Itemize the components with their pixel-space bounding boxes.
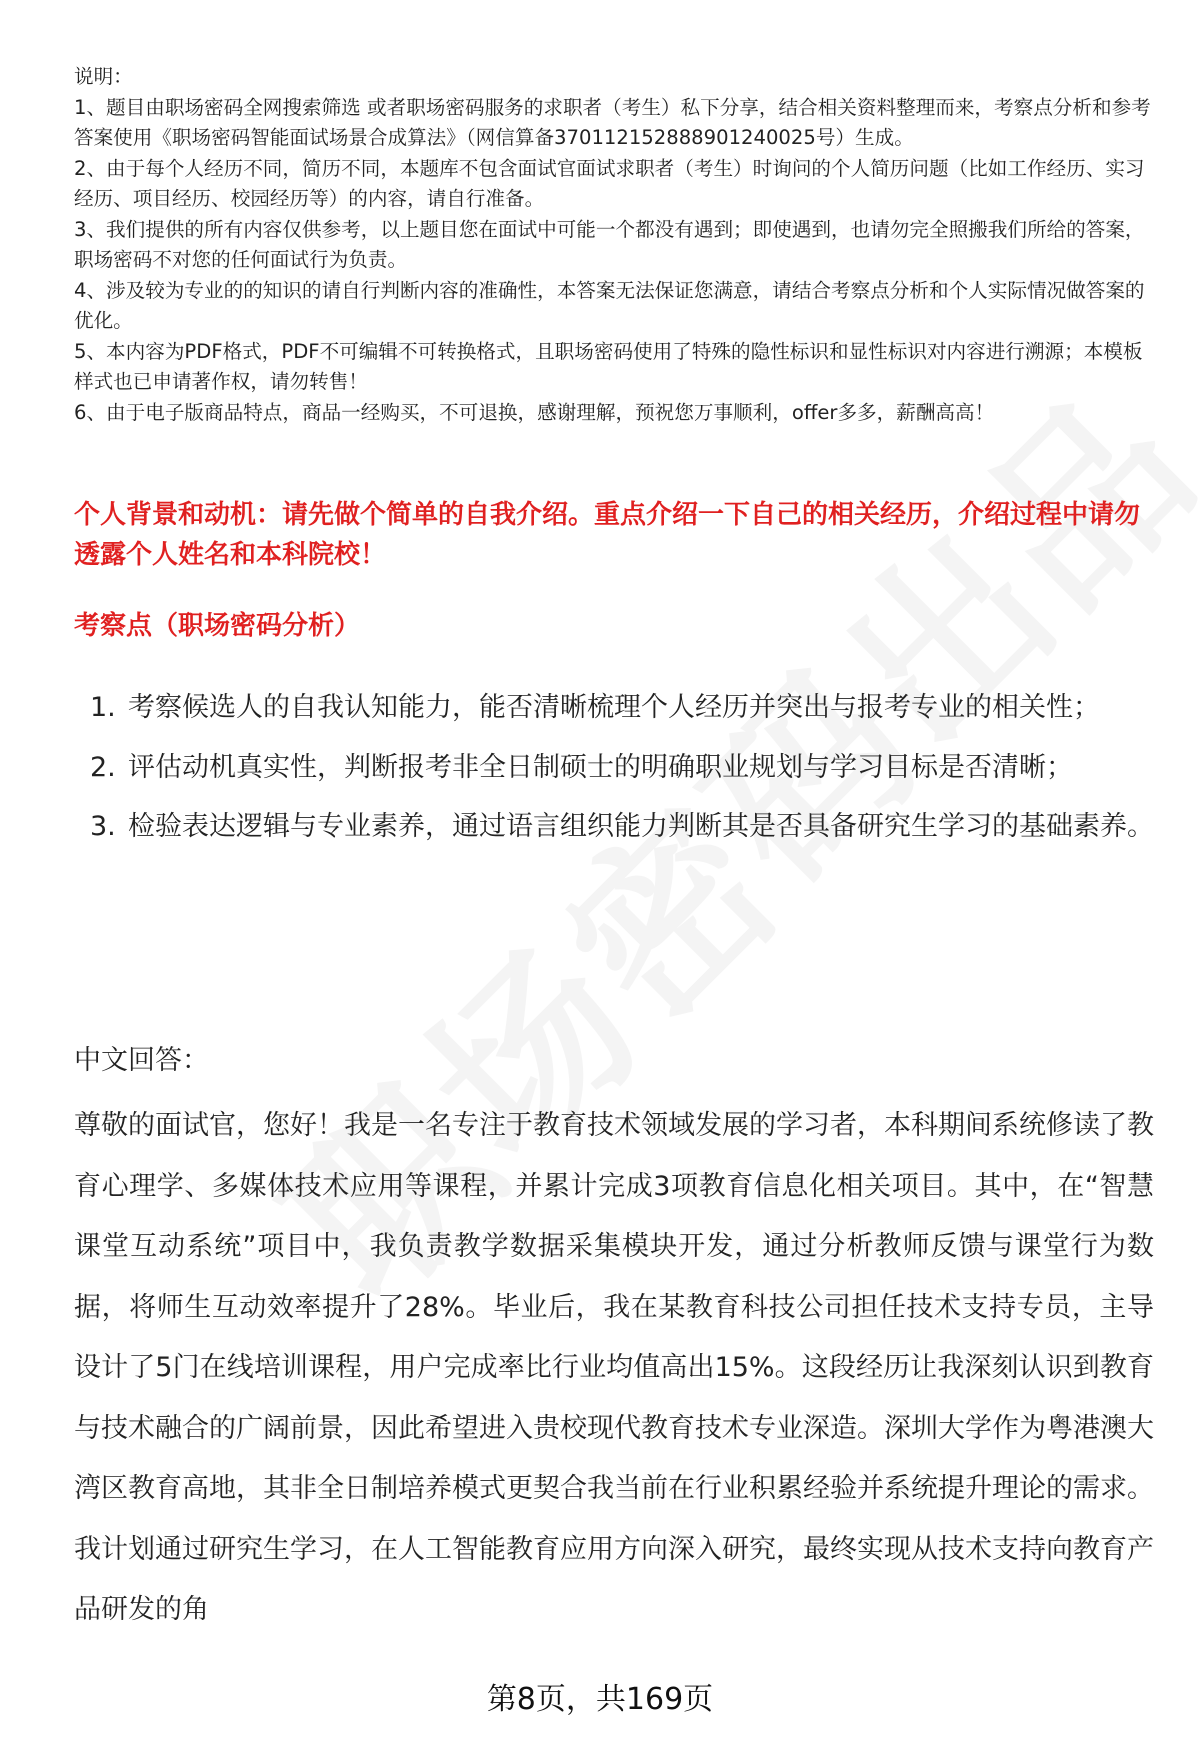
analysis-point-3	[74, 797, 1154, 857]
page-number: 第8页，共169页	[486, 1682, 714, 1717]
point-number: 1.	[90, 692, 116, 723]
note-item-4: 4、涉及较为专业的的知识的请自行判断内容的准确性，本答案无法保证您满意，请结合考察点分析和个人实际情况做答案的优化。	[74, 278, 1145, 332]
analysis-heading: 考察点（职场密码分析）	[74, 611, 361, 641]
note-item-6: 6、由于电子版商品特点，商品一经购买，不可退换，感谢理解，预祝您万事顺利，offer多多，薪酬高高！	[74, 400, 995, 424]
note-item-3: 3、我们提供的所有内容仅供参考，以上题目您在面试中可能一个都没有遇到；即使遇到，也请勿完全照搬我们所给的答案，职场密码不对您的任何面试行为负责。	[74, 217, 1145, 271]
point-number: 2.	[90, 751, 116, 783]
point-text: 评估动机真实性，判断报考非全日制硕士的明确职业规划与学习目标是否清晰；	[128, 751, 1073, 783]
answer-text: 尊敬的面试官，您好！我是一名专注于教育技术领域发展的学习者，本科期间系统修读了教育心理学、多媒体技术应用等课程，并累计完成3项教育信息化相关项目。其中，在“智慧课堂互动系统”项目中，我负责教学数据采集模块开发，通过分析教师反馈与课堂行为数据，将师生互动效率提升了28%。毕业后，我在某教育科技公司担任技术支持专员，主导设计了5门在线培训课程，用户完成率比行业均值高出15%。这段经历让我深刻认识到教育与技术融合的广阔前景，因此希望进入贵校现代教育技术专业深造。深圳大学作为粤港澳大湾区教育高地，其非全日制培养模式更契合我当前在行业积累经验并系统提升理论的需求。我计划通过研究生学习，在人工智能教育应用方向深入研究，最终实现从技术支持向教育产品研发的角	[74, 1110, 1154, 1625]
point-text: 考察候选人的自我认知能力，能否清晰梳理个人经历并突出与报考专业的相关性；	[128, 692, 1100, 723]
analysis-points	[74, 678, 1154, 857]
interview-question: 个人背景和动机：请先做个简单的自我介绍。重点介绍一下自己的相关经历，介绍过程中请勿透露个人姓名和本科院校！	[74, 500, 1141, 570]
note-item-1: 1、题目由职场密码全网搜索筛选 或者职场密码服务的求职者（考生）私下分享，结合相关资料整理而来，考察点分析和参考答案使用《职场密码智能面试场景合成算法》（网信算备370112152888901240025号）生成。	[74, 95, 1151, 149]
analysis-point-2	[74, 738, 1154, 798]
note-item-5: 5、本内容为PDF格式，PDF不可编辑不可转换格式，且职场密码使用了特殊的隐性标识和显性标识对内容进行溯源；本模板样式也已申请著作权，请勿转售！	[74, 339, 1143, 393]
point-text: 检验表达逻辑与专业素养，通过语言组织能力判断其是否具备研究生学习的基础素养。	[128, 811, 1154, 842]
analysis-point-1	[74, 678, 1154, 738]
notes-title: 说明：	[74, 65, 133, 88]
notes-section	[74, 62, 1154, 428]
point-number: 3.	[90, 811, 116, 842]
answer-label: 中文回答：	[74, 1045, 209, 1076]
note-item-2: 2、由于每个人经历不同，简历不同，本题库不包含面试官面试求职者（考生）时询问的个人简历问题（比如工作经历、实习经历、项目经历、校园经历等）的内容，请自行准备。	[74, 156, 1145, 210]
